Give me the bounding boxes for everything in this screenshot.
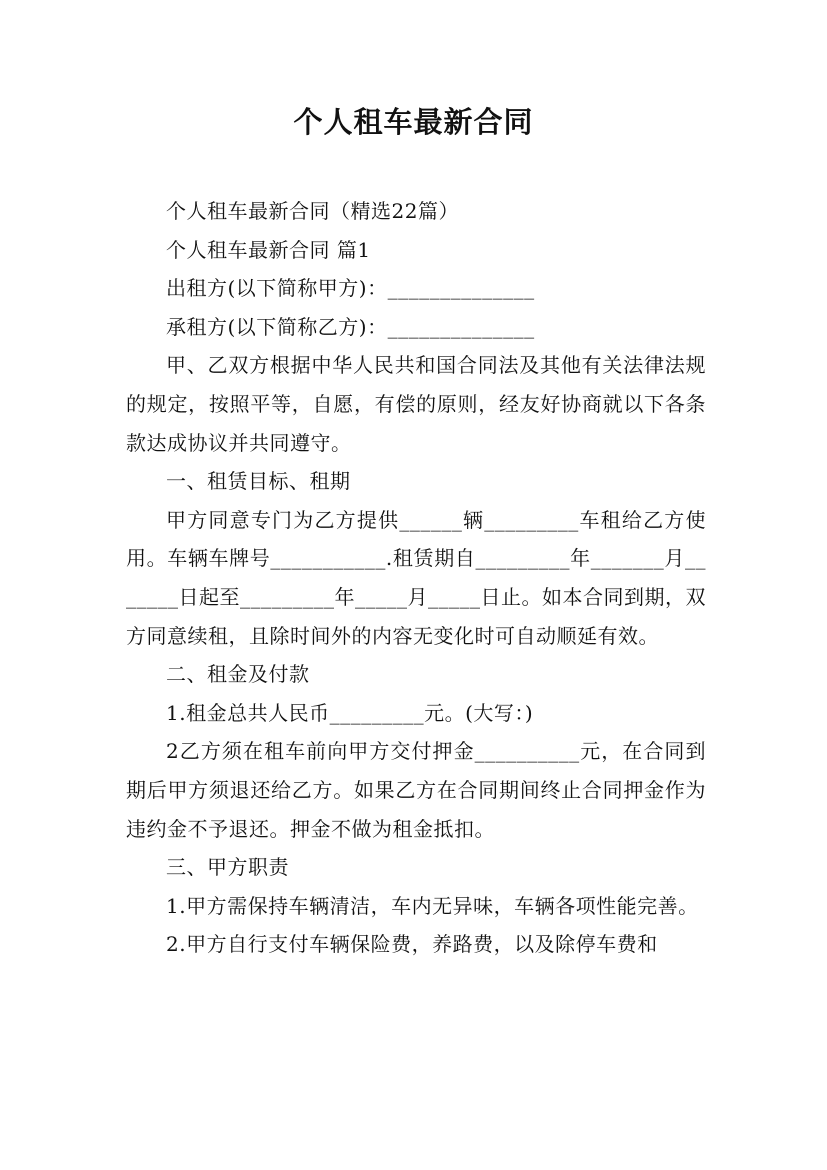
paragraph-clause-2-heading: 二、租金及付款: [166, 662, 310, 687]
document-body: [126, 192, 706, 964]
paragraph-lessee: 承租方(以下简称乙方)：______________: [166, 314, 535, 339]
paragraph-section-heading: 个人租车最新合同 篇1: [166, 237, 371, 262]
paragraph-clause-3-heading: 三、甲方职责: [166, 855, 289, 880]
paragraph-clause-2-item-1: 1.租金总共人民币_________元。(大写：): [166, 700, 534, 725]
paragraph-lessor: 出租方(以下简称甲方)：______________: [166, 276, 535, 301]
paragraph-subtitle: 个人租车最新合同（精选22篇）: [166, 199, 459, 223]
paragraph-clause-2-item-2: 2乙方须在租车前向甲方交付押金__________元，在合同到期后甲方须退还给乙方。如果乙方在合同期间终止合同押金作为违约金不予退还。押金不做为租金抵扣。: [126, 739, 706, 841]
paragraph-clause-1-body: 甲方同意专门为乙方提供______辆_________车租给乙方使用。车辆车牌号___________.租赁期自_________年_______月_______日起至_________年_____月_____日止。如本合同到期，双方同意续租，且除时间外的内容无变化时可自动顺延有效。: [126, 507, 706, 648]
document-title: 个人租车最新合同: [293, 105, 534, 139]
paragraph-preamble: 甲、乙双方根据中华人民共和国合同法及其他有关法律法规的规定，按照平等，自愿，有偿的原则，经友好协商就以下各条款达成协议并共同遵守。: [126, 353, 706, 455]
paragraph-clause-1-heading: 一、租赁目标、租期: [166, 469, 351, 494]
paragraph-clause-3-item-1: 1.甲方需保持车辆清洁，车内无异味，车辆各项性能完善。: [166, 893, 699, 918]
paragraph-clause-3-item-2: 2.甲方自行支付车辆保险费，养路费，以及除停车费和: [166, 932, 658, 957]
